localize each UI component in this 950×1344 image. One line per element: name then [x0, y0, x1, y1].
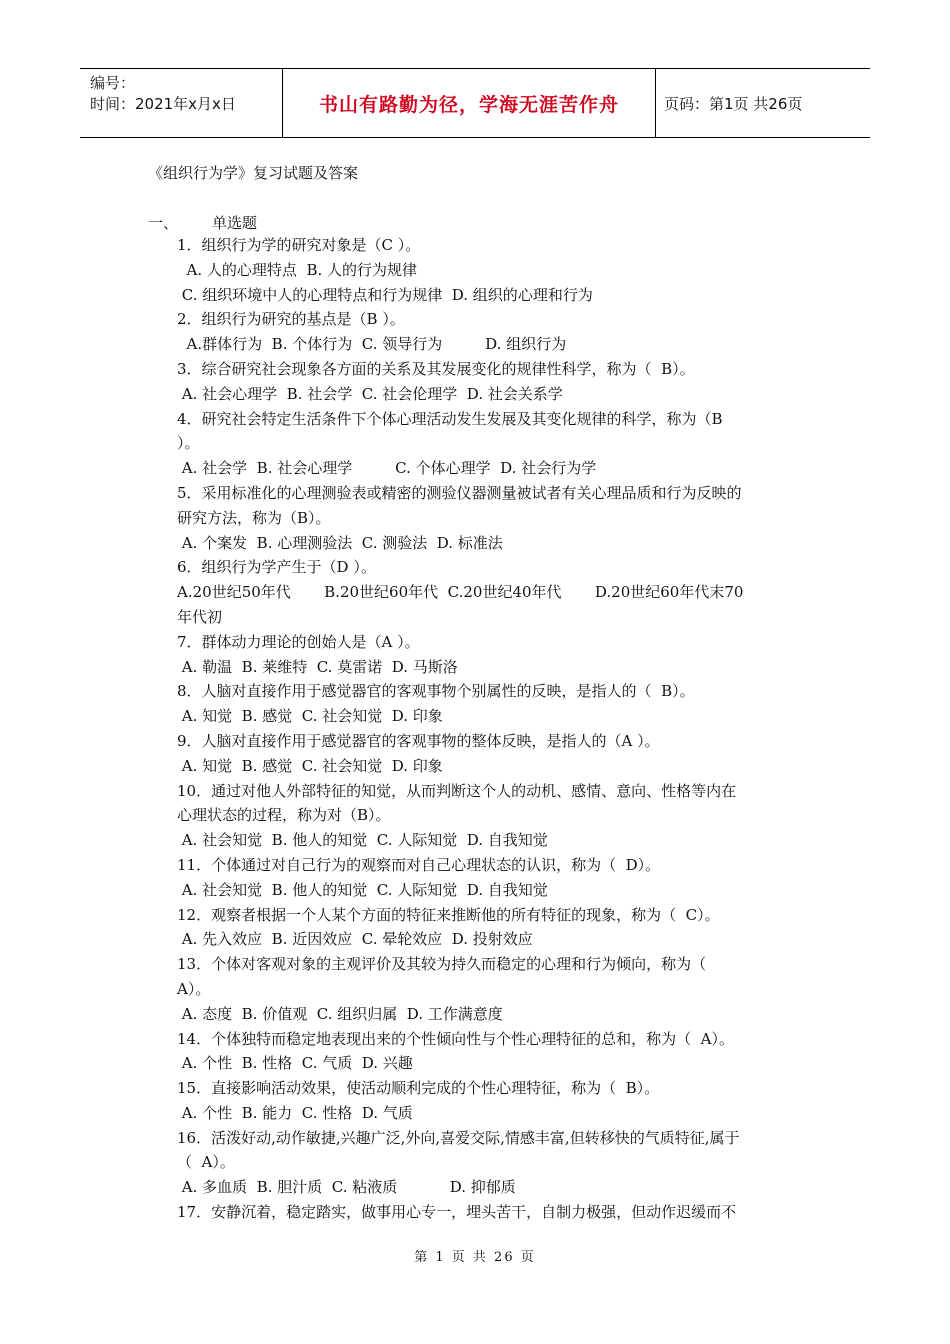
text-line: 13．个体对客观对象的主观评价及其较为持久而稳定的心理和行为倾向，称为（ — [177, 955, 707, 974]
text-line: 4．研究社会特定生活条件下个体心理活动发生发展及其变化规律的科学，称为（B — [177, 409, 723, 428]
text-line: A. 人的心理特点 B. 人的行为规律 — [177, 260, 418, 279]
text-line: A. 个案发 B. 心理测验法 C. 测验法 D. 标准法 — [177, 533, 503, 552]
text-line: 12．观察者根据一个人某个方面的特征来推断他的所有特征的现象，称为（ C）。 — [177, 905, 720, 924]
text-line: 11．个体通过对自己行为的观察而对自己心理状态的认识，称为（ D）。 — [177, 855, 661, 874]
text-line: C. 组织环境中人的心理特点和行为规律 D. 组织的心理和行为 — [177, 285, 593, 304]
text-line: A. 社会知觉 B. 他人的知觉 C. 人际知觉 D. 自我知觉 — [177, 880, 548, 899]
header-meta — [80, 69, 283, 137]
text-line: A. 知觉 B. 感觉 C. 社会知觉 D. 印象 — [177, 707, 443, 726]
text-line: 2．组织行为研究的基点是（B ）。 — [177, 310, 405, 329]
text-line: A.群体行为 B. 个体行为 C. 领导行为 D. 组织行为 — [177, 335, 567, 354]
header-page-info: 页码：第1页 共26页 — [664, 94, 803, 113]
text-line: 8．人脑对直接作用于感觉器官的客观事物个别属性的反映，是指人的（ B）。 — [177, 682, 695, 701]
header-motto: 书山有路勤为径，学海无涯苦作舟 — [283, 69, 656, 137]
text-line: 研究方法，称为（B）。 — [177, 508, 331, 527]
text-line: 7．群体动力理论的创始人是（A ）。 — [177, 632, 420, 651]
text-line: 年代初 — [177, 607, 223, 626]
text-line: A. 先入效应 B. 近因效应 C. 晕轮效应 D. 投射效应 — [177, 930, 533, 949]
text-line: A. 个性 B. 能力 C. 性格 D. 气质 — [177, 1103, 413, 1122]
section-name: 单选题 — [212, 214, 258, 232]
text-line: 3．综合研究社会现象各方面的关系及其发展变化的规律性科学，称为（ B）。 — [177, 359, 695, 378]
text-line: A. 社会心理学 B. 社会学 C. 社会伦理学 D. 社会关系学 — [177, 384, 563, 403]
text-line: ）。 — [177, 434, 200, 453]
document-title: 《组织行为学》复习试题及答案 — [148, 164, 359, 182]
text-line: （ A）。 — [177, 1153, 235, 1172]
text-line: 15．直接影响活动效果，使活动顺利完成的个性心理特征，称为（ B）。 — [177, 1079, 660, 1098]
section-heading — [148, 212, 257, 233]
text-line: 1．组织行为学的研究对象是（C ）。 — [177, 236, 421, 254]
text-line: 10．通过对他人外部特征的知觉，从而判断这个人的动机、感情、意向、性格等内在 — [177, 781, 737, 800]
header-number-label: 编号： — [90, 74, 136, 92]
text-line: 17．安静沉着，稳定踏实，做事用心专一，埋头苦干，自制力极强，但动作迟缓而不 — [177, 1203, 737, 1222]
section-number: 一、 — [148, 214, 179, 232]
question-list — [177, 233, 807, 1225]
header-time-label: 时间：2021年x月x日 — [90, 95, 236, 113]
text-line: A. 社会学 B. 社会心理学 C. 个体心理学 D. 社会行为学 — [177, 459, 597, 478]
text-line: 14．个体独特而稳定地表现出来的个性倾向性与个性心理特征的总和，称为（ A）。 — [177, 1029, 734, 1048]
text-line: 9．人脑对直接作用于感觉器官的客观事物的整体反映，是指人的（A ）。 — [177, 731, 660, 750]
text-line: A. 个性 B. 性格 C. 气质 D. 兴趣 — [177, 1054, 413, 1073]
text-line: A）。 — [177, 979, 211, 998]
text-line: 5．采用标准化的心理测验表或精密的测验仪器测量被试者有关心理品质和行为反映的 — [177, 483, 742, 502]
text-line: A. 多血质 B. 胆汁质 C. 粘液质 D. 抑郁质 — [177, 1178, 516, 1197]
text-line: 6．组织行为学产生于（D ）。 — [177, 558, 376, 577]
text-line: A. 社会知觉 B. 他人的知觉 C. 人际知觉 D. 自我知觉 — [177, 831, 548, 850]
text-line: A. 知觉 B. 感觉 C. 社会知觉 D. 印象 — [177, 756, 443, 775]
page-header — [80, 68, 870, 138]
text-line: 心理状态的过程，称为对（B）。 — [177, 806, 391, 825]
page-footer: 第 1 页 共 26 页 — [414, 1250, 536, 1265]
text-line: 16．活泼好动,动作敏捷,兴趣广泛,外向,喜爱交际,情感丰富,但转移快的气质特征,属于 — [177, 1128, 740, 1147]
text-line: A.20世纪50年代 B.20世纪60年代 C.20世纪40年代 D.20世纪60年代末70 — [177, 583, 744, 602]
text-line: A. 态度 B. 价值观 C. 组织归属 D. 工作满意度 — [177, 1004, 503, 1023]
text-line: A. 勒温 B. 莱维特 C. 莫雷诺 D. 马斯洛 — [177, 657, 458, 676]
